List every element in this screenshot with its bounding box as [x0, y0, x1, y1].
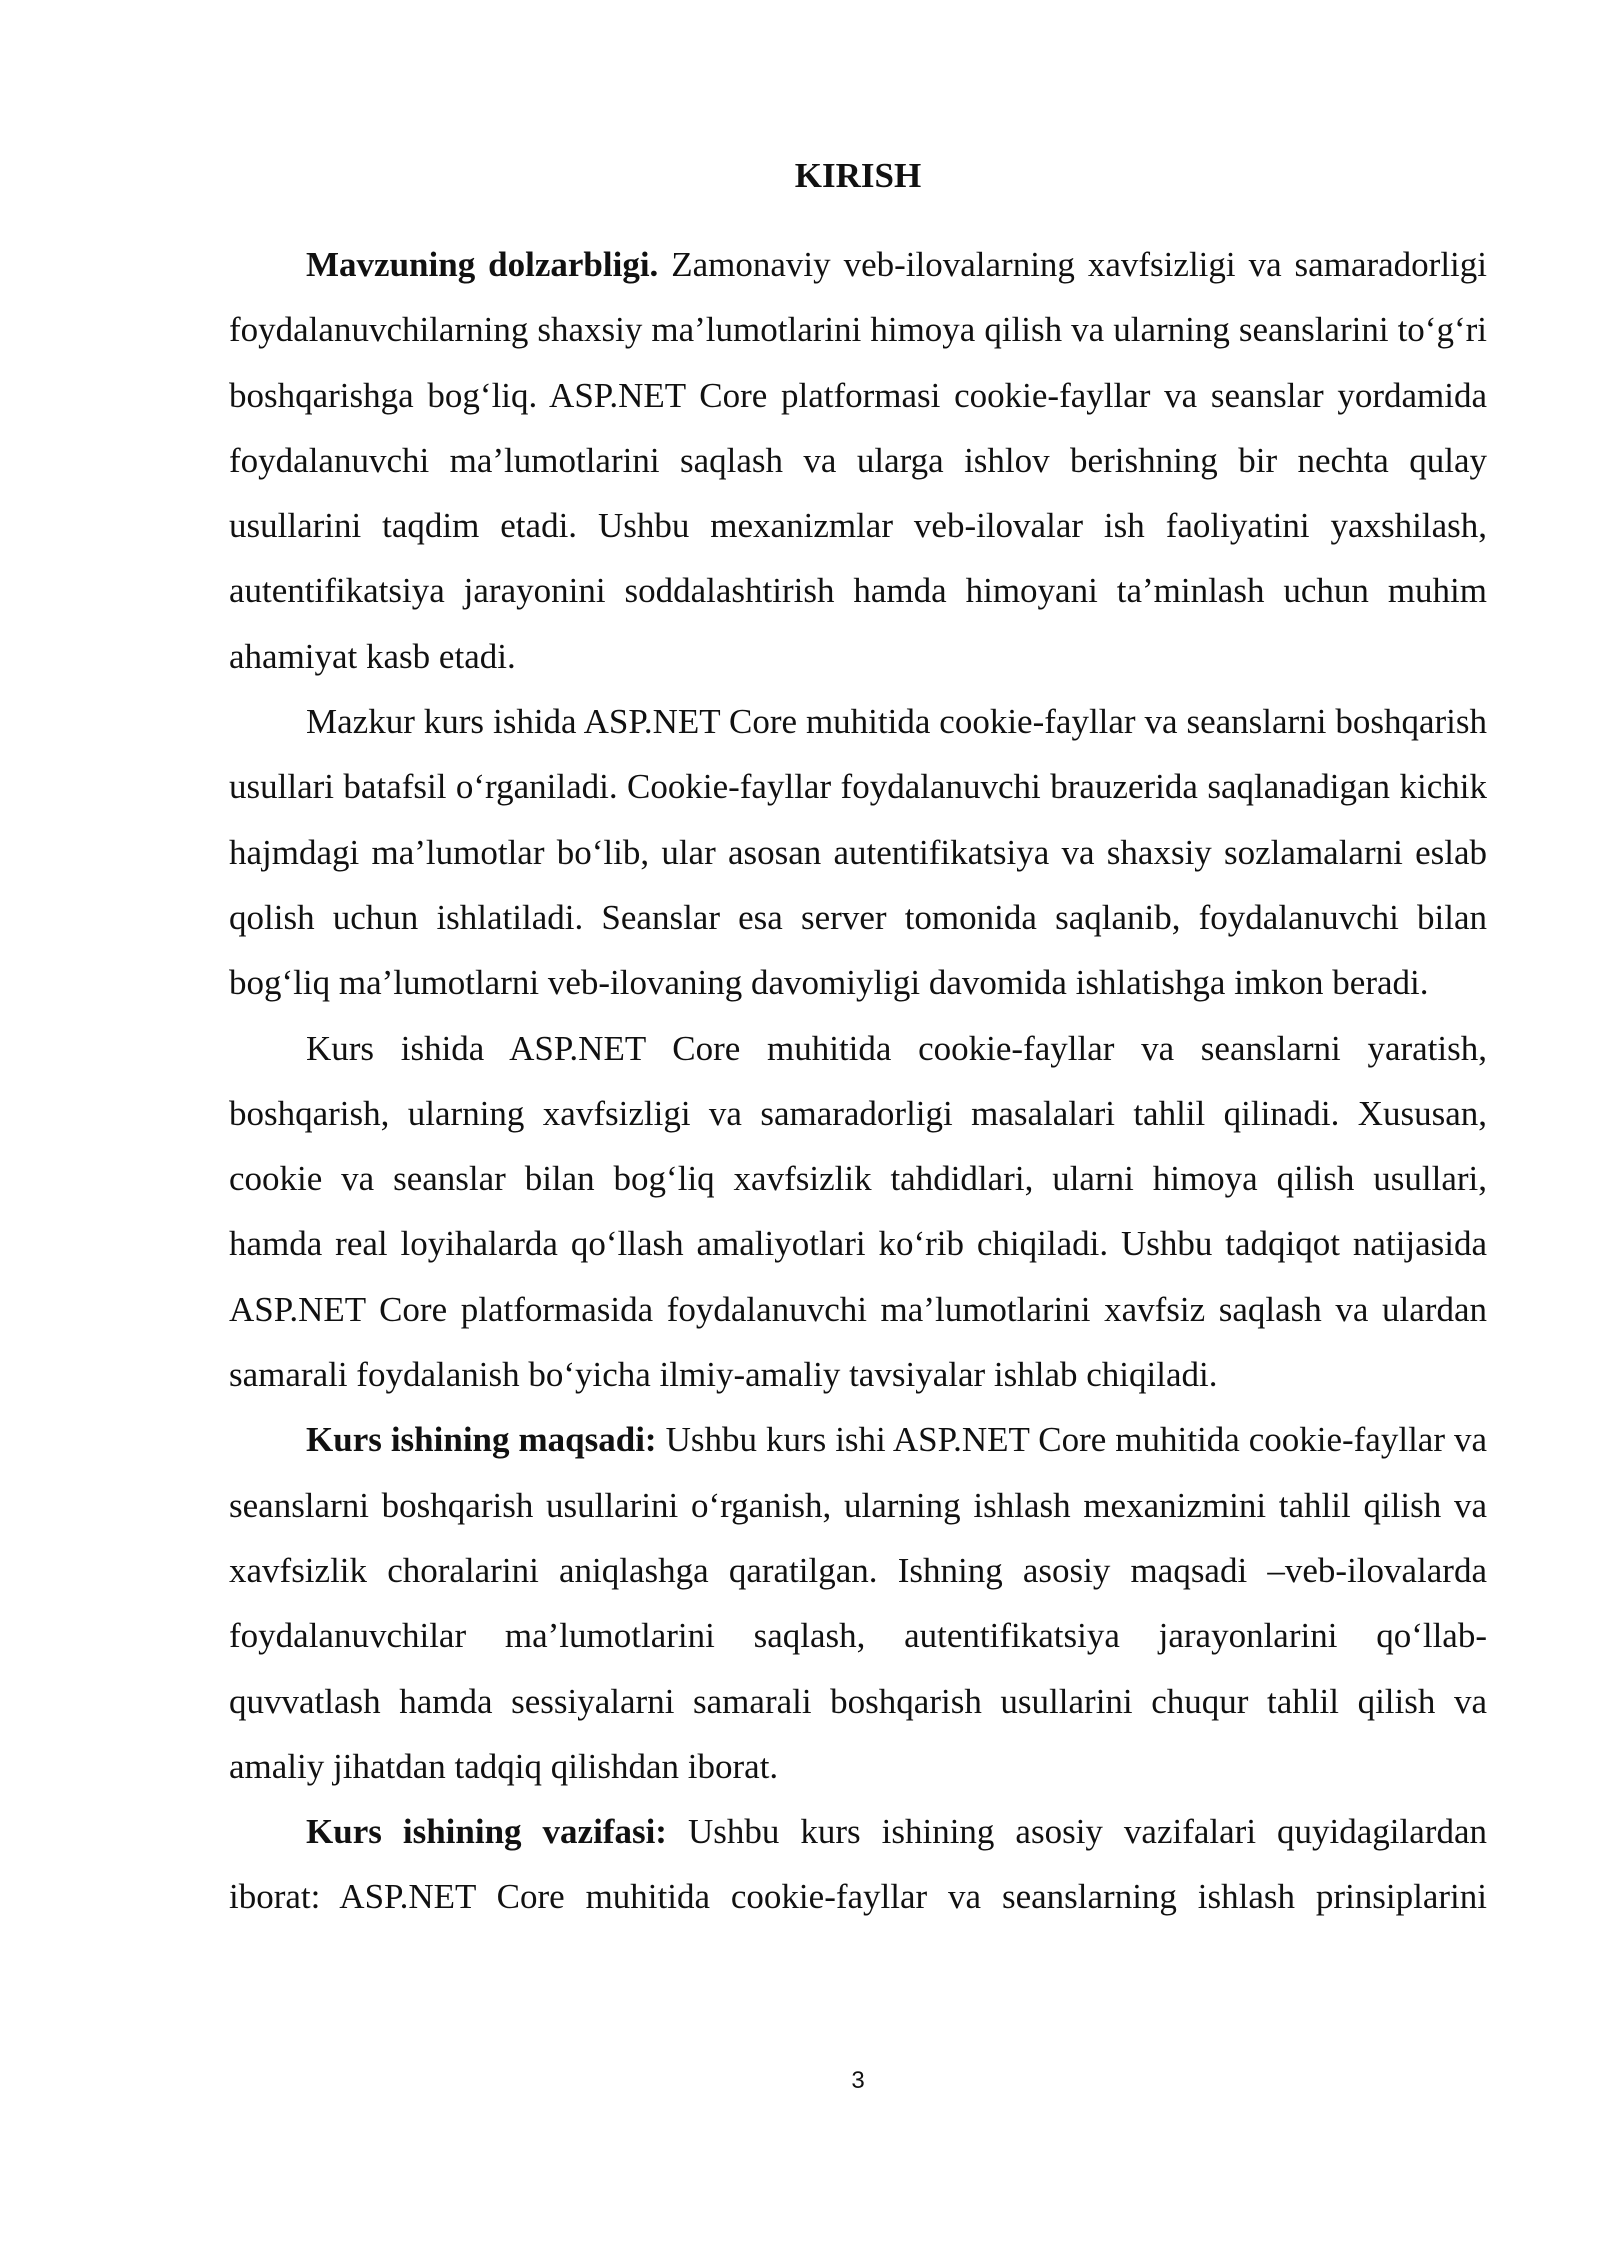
paragraph-text: Zamonaviy veb-ilovalarning xavfsizligi va samaradorligi foydalanuvchilarning shaxsiy ma’lumotlarini himoya qilish va ularning seanslarini to‘g‘ri boshqarishga bog‘liq. ASP.NET Core platformasi cookie-fayllar va seanslar yordamida foydalanuvchi ma’lumotlarini saqlash va ularga ishlov berishning bir nechta qulay usullarini taqdim etadi. Ushbu mexanizmlar veb-ilovalar ish faoliyatini yaxshilash, autentifikatsiya jarayonini soddalashtirish hamda himoyani ta’minlash uchun muhim ahamiyat kasb etadi.: [229, 245, 1487, 676]
paragraph-text: Kurs ishida ASP.NET Core muhitida cookie-fayllar va seanslarni yaratish, boshqarish, ularning xavfsizligi va samaradorligi masalalari tahlil qilinadi. Xususan, cookie va seanslar bilan bog‘liq xavfsizlik tahdidlari, ularni himoya qilish usullari, hamda real loyihalarda qo‘llash amaliyotlari ko‘rib chiqiladi. Ushbu tadqiqot natijasida ASP.NET Core platformasida foydalanuvchi ma’lumotlarini xavfsiz saqlash va ulardan samarali foydalanish bo‘yicha ilmiy-amaliy tavsiyalar ishlab chiqiladi.: [229, 1028, 1487, 1395]
paragraph-lead: Mavzuning dolzarbligi.: [306, 245, 659, 284]
section-title: KIRISH: [794, 156, 922, 195]
page-number: 3: [851, 2067, 865, 2094]
document-body: [229, 232, 1487, 1930]
paragraph-overview: [229, 689, 1487, 1015]
paragraph-tasks: [229, 1799, 1487, 1930]
paragraph-relevance: [229, 232, 1487, 689]
paragraph-analysis: [229, 1016, 1487, 1408]
paragraph-lead: Kurs ishining maqsadi:: [306, 1420, 657, 1460]
paragraph-text: Ushbu kurs ishining asosiy vazifalari quyidagilardan iborat: ASP.NET Core muhitida cookie-fayllar va seanslarning ishlash prinsiplarini: [229, 1812, 1487, 1917]
paragraph-lead: Kurs ishining vazifasi:: [306, 1812, 667, 1852]
paragraph-text: Mazkur kurs ishida ASP.NET Core muhitida cookie-fayllar va seanslarni boshqarish usullari batafsil o‘rganiladi. Cookie-fayllar foydalanuvchi brauzerida saqlanadigan kichik hajmdagi ma’lumotlar bo‘lib, ular asosan autentifikatsiya va shaxsiy sozlamalarni eslab qolish uchun ishlatiladi. Seanslar esa server tomonida saqlanib, foydalanuvchi bilan bog‘liq ma’lumotlarni veb-ilovaning davomiyligi davomida ishlatishga imkon beradi.: [229, 702, 1487, 1003]
paragraph-text: Ushbu kurs ishi ASP.NET Core muhitida cookie-fayllar va seanslarni boshqarish usullarini o‘rganish, ularning ishlash mexanizmini tahlil qilish va xavfsizlik choralarini aniqlashga qaratilgan. Ishning asosiy maqsadi –veb-ilovalarda foydalanuvchilar ma’lumotlarini saqlash, autentifikatsiya jarayonlarini qo‘llab-quvvatlash hamda sessiyalarni samarali boshqarish usullarini chuqur tahlil qilish va amaliy jihatdan tadqiq qilishdan iborat.: [229, 1420, 1487, 1786]
paragraph-goal: [229, 1407, 1487, 1799]
